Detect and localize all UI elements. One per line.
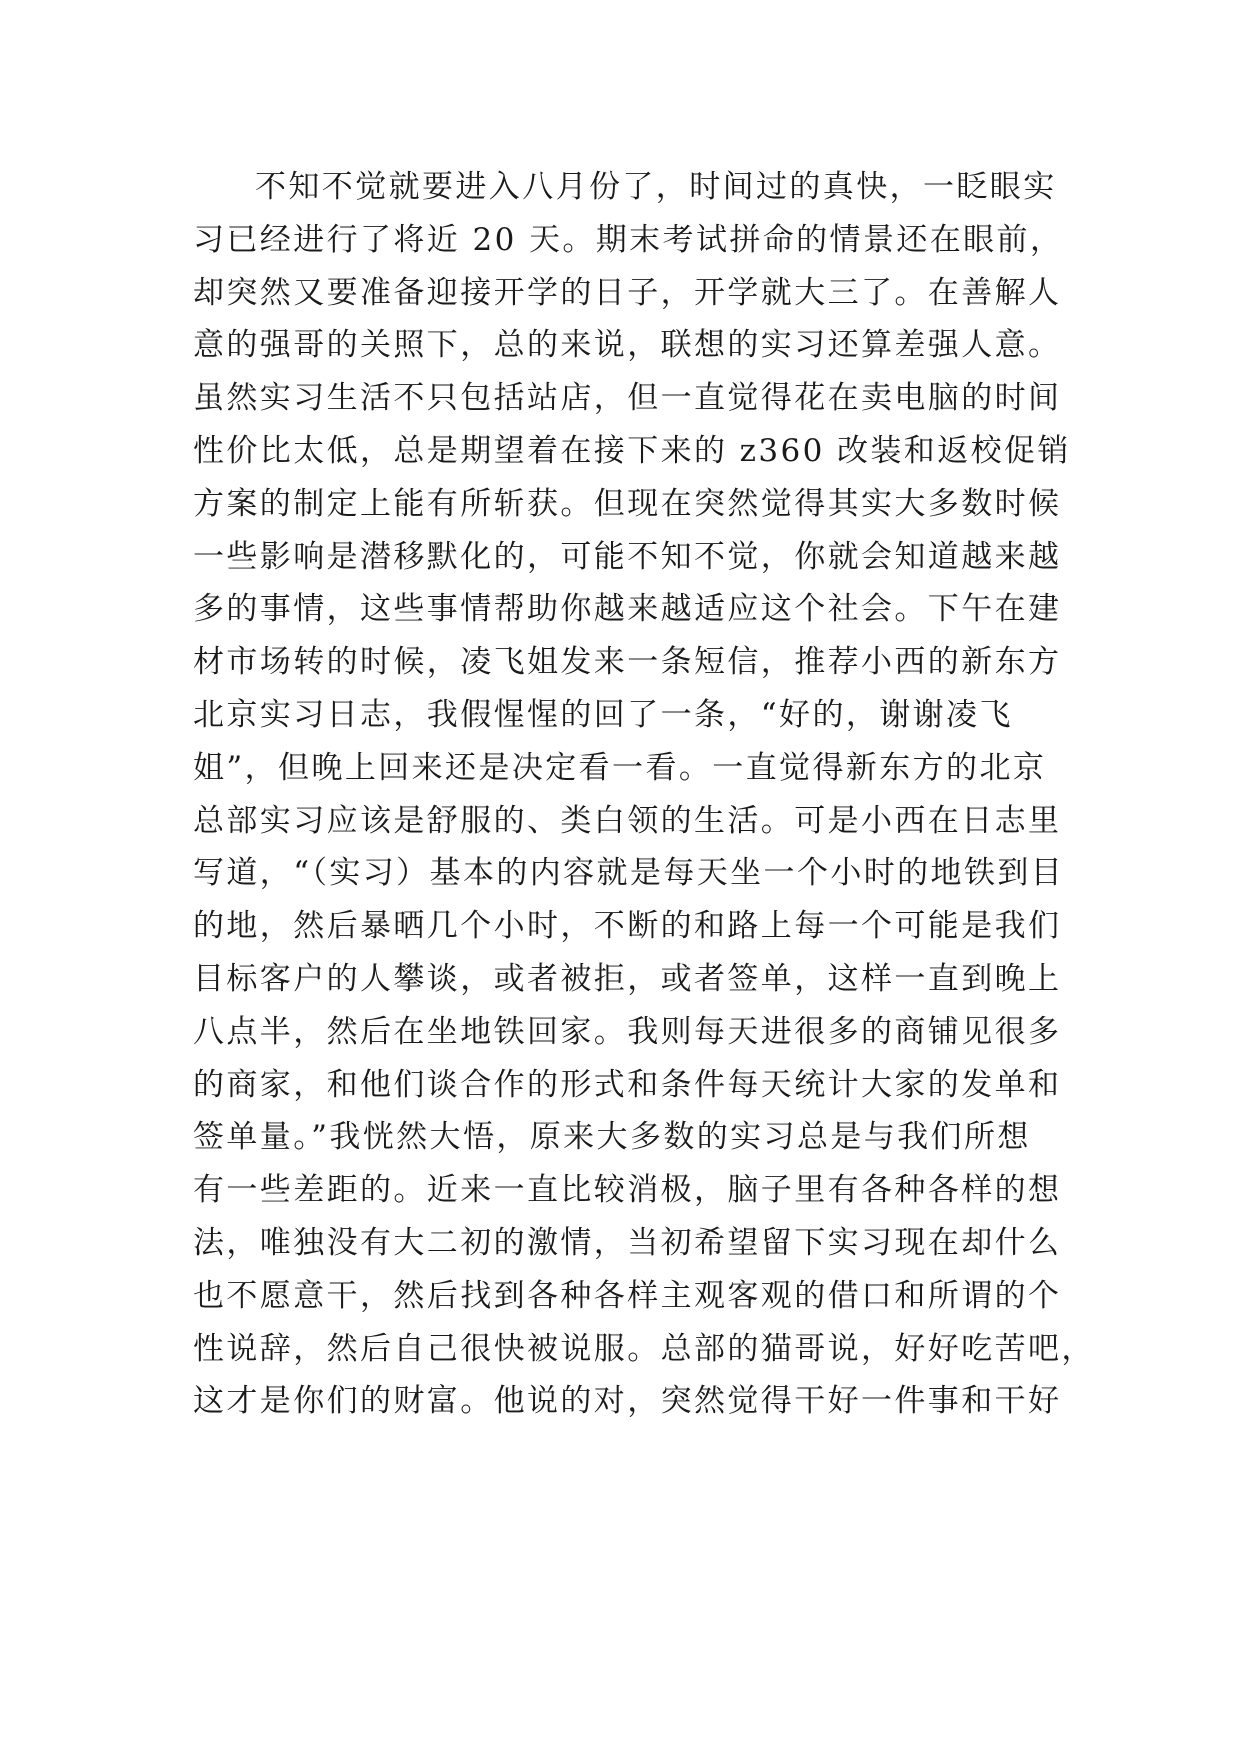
text-line: 性价比太低，总是期望着在接下来的 z360 改装和返校促销 — [193, 432, 1071, 469]
body-paragraph — [193, 161, 1095, 1428]
text-line: 性说辞，然后自己很快被说服。总部的猫哥说，好好吃苦吧， — [193, 1330, 1095, 1367]
text-line: 姐”，但晚上回来还是决定看一看。一直觉得新东方的北京 — [193, 749, 1047, 786]
text-line: 也不愿意干，然后找到各种各样主观客观的借口和所谓的个 — [193, 1277, 1062, 1314]
text-line: 意的强哥的关照下，总的来说，联想的实习还算差强人意。 — [193, 327, 1062, 364]
text-line: 的商家，和他们谈合作的形式和条件每天统计大家的发单和 — [193, 1066, 1062, 1103]
text-line: 这才是你们的财富。他说的对，突然觉得干好一件事和干好 — [193, 1383, 1062, 1420]
text-line: 签单量。”我恍然大悟，原来大多数的实习总是与我们所想 — [193, 1119, 1031, 1156]
text-line: 八点半，然后在坐地铁回家。我则每天进很多的商铺见很多 — [193, 1013, 1062, 1050]
text-line: 方案的制定上能有所斩获。但现在突然觉得其实大多数时候 — [193, 485, 1062, 522]
text-line: 写道，“（实习）基本的内容就是每天坐一个小时的地铁到目 — [193, 855, 1065, 892]
text-line: 总部实习应该是舒服的、类白领的生活。可是小西在日志里 — [193, 802, 1062, 839]
text-line: 有一些差距的。近来一直比较消极，脑子里有各种各样的想 — [193, 1172, 1062, 1209]
text-line: 一些影响是潜移默化的，可能不知不觉，你就会知道越来越 — [193, 538, 1062, 575]
text-line: 虽然实习生活不只包括站店，但一直觉得花在卖电脑的时间 — [193, 380, 1062, 417]
text-line: 多的事情，这些事情帮助你越来越适应这个社会。下午在建 — [193, 591, 1062, 628]
text-line: 目标客户的人攀谈，或者被拒，或者签单，这样一直到晚上 — [193, 960, 1062, 997]
text-line: 法，唯独没有大二初的激情，当初希望留下实习现在却什么 — [193, 1224, 1062, 1261]
text-line: 习已经进行了将近 20 天。期末考试拼命的情景还在眼前， — [193, 221, 1064, 258]
text-line: 不知不觉就要进入八月份了，时间过的真快，一眨眼实 — [255, 169, 1057, 205]
text-line: 北京实习日志，我假惺惺的回了一条，“好的，谢谢凌飞 — [193, 696, 1013, 733]
text-line: 材市场转的时候，凌飞姐发来一条短信，推荐小西的新东方 — [193, 644, 1062, 681]
text-line: 却突然又要准备迎接开学的日子，开学就大三了。在善解人 — [193, 274, 1062, 311]
text-line: 的地，然后暴晒几个小时，不断的和路上每一个可能是我们 — [193, 908, 1062, 945]
